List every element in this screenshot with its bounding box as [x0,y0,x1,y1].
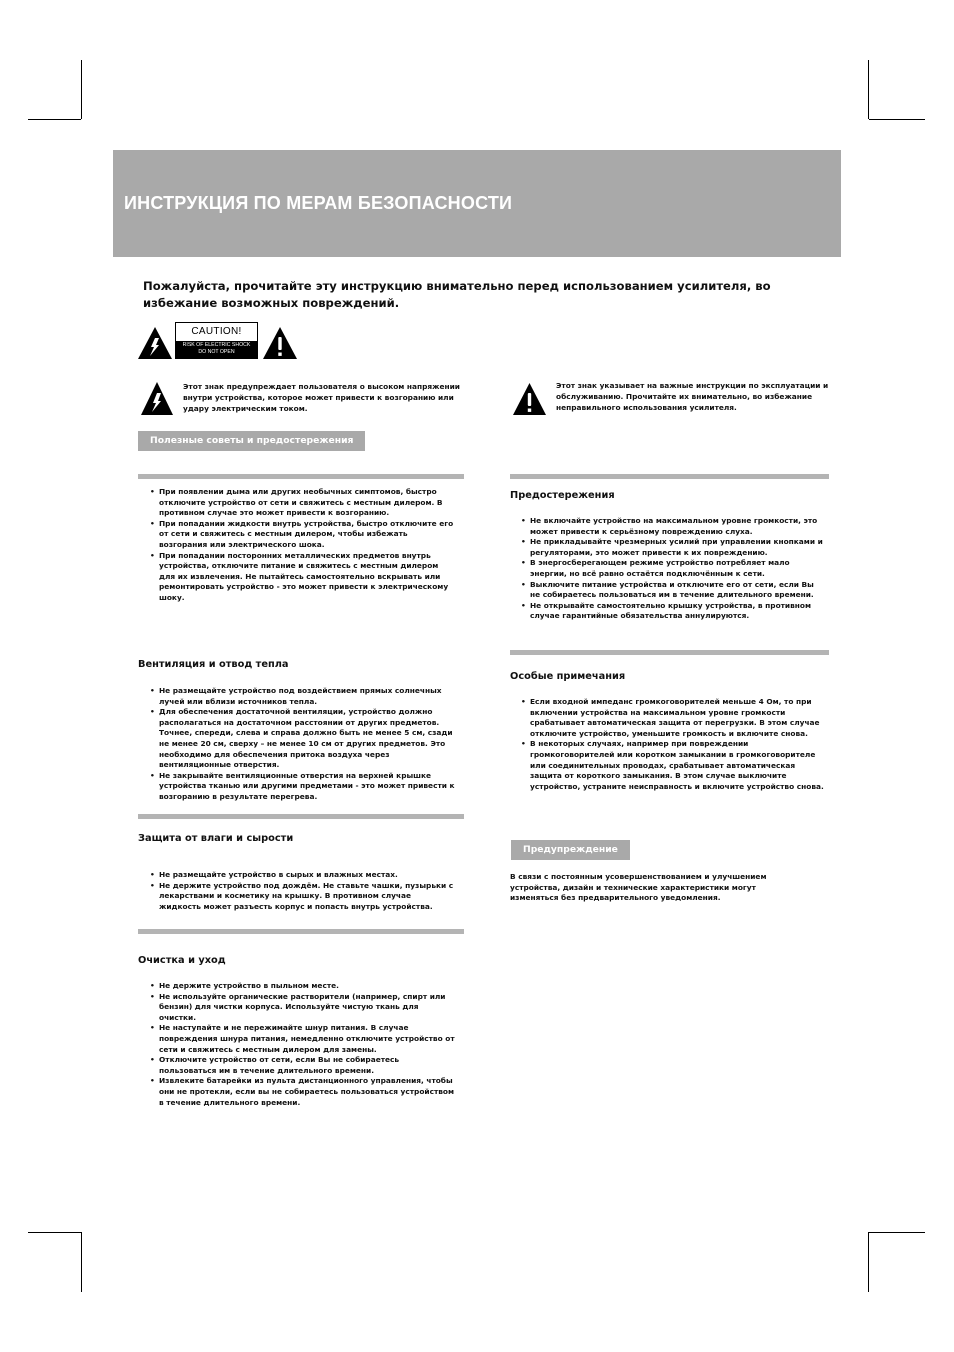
crop-mark [81,1232,82,1292]
crop-mark [869,1232,925,1233]
list-item: • При попадании жидкости внутрь устройства, быстро отключите его от сети и свяжитесь с местным дилером, чтобы избежать возгорания или электрического шока. [150,519,455,551]
list-item: • Не прикладывайте чрезмерных усилий при управлении кнопками и регуляторами, это может привести к их повреждению. [521,537,824,558]
list-item: • Отключите устройство от сети, если Вы не собираетесь пользоваться им в течение длительного времени. [150,1055,455,1076]
header-banner [113,150,841,257]
lightning-symbol-text: Этот знак предупреждает пользователя о высоком напряжении внутри устройства, которое может привести к возгоранию или удару электрическим током. [183,382,460,413]
section-rule [510,650,829,655]
precautions-list [521,516,824,622]
list-item: • Для обеспечения достаточной вентиляции, устройство должно располагаться на достаточном расстоянии от других предметов. Точнее, спереди, слева и справа должно быть не менее 5 см, сзади не менее 20 см, сверху – не менее 10 см от других предметов. Это необходимо для обеспечения притока воздуха через вентиляционные отверстия. [150,707,455,771]
section-title-ventilation: Вентиляция и отвод тепла [138,659,289,670]
warning-tag: Предупреждение [511,840,630,860]
list-item: • Выключите питание устройства и отключите его от сети, если Вы не собираетесь пользоваться им в течение длительного времени. [521,580,824,601]
list-item: • Не размещайте устройство под воздействием прямых солнечных лучей или вблизи источников тепла. [150,686,455,707]
special-list [521,697,824,792]
crop-mark [28,119,81,120]
list-item: • Не закрывайте вентиляционные отверстия на верхней крышке устройства тканью или другими предметами - это может привести к возгоранию в результате перегрева. [150,771,455,803]
list-item: • При попадании посторонних металлических предметов внутрь устройства, отключите питание и свяжитесь с местным дилером для их извлечения. Не пытайтесь самостоятельно вскрывать или ремонтировать устройство - это может привести к электрическому шоку. [150,551,455,604]
section-rule [138,929,464,934]
ventilation-list [150,686,455,803]
section-rule [510,474,829,479]
section-title-cleaning: Очистка и уход [138,955,226,966]
list-item: • Не открывайте самостоятельно крышку устройства, в противном случае гарантийные обязательства аннулируются. [521,601,824,622]
caution-title: CAUTION! [191,326,242,337]
exclamation-warning-icon [512,382,547,416]
list-item: • При появлении дыма или других необычных симптомов, быстро отключите устройство от сети и свяжитесь с местным дилером. В противном случае это может привести к возгоранию. [150,487,455,519]
crop-mark [868,60,869,119]
caution-line-1: RISK OF ELECTRIC SHOCK [182,342,251,348]
list-item: • Если входной импеданс громкоговорителей меньше 4 Ом, то при включении устройства на максимальном уровне громкости срабатывает автоматическая защита от перегрузки. В этом случае отключите устройство, уменьшите громкость и включите снова. [521,697,824,739]
list-item: • Не размещайте устройство в сырых и влажных местах. [150,870,455,881]
caution-label [175,322,258,359]
crop-mark [868,1232,869,1292]
list-item: • Не держите устройство под дождём. Не ставьте чашки, пузырьки с лекарствами и косметику на крышку. В противном случае жидкость может разъесть корпус и попасть внутрь устройства. [150,881,455,913]
lightning-warning-icon [137,326,173,360]
page-title: ИНСТРУКЦИЯ ПО МЕРАМ БЕЗОПАСНОСТИ [124,193,513,213]
section-title-special: Особые примечания [510,671,626,682]
moisture-list [150,870,455,912]
exclamation-warning-icon [262,326,298,360]
list-item: • В некоторых случаях, например при повреждении громкоговорителей или коротком замыкании в громкоговорителе или соединительных проводах, срабатывает автоматическая защита от короткого замыкания. В этом случае выключите устройство, устраните неисправность и включите устройство снова. [521,739,824,792]
list-item: • Не наступайте и не пережимайте шнур питания. В случае повреждения шнура питания, немедленно отключите устройство от сети и свяжитесь с местным дилером для замены. [150,1023,455,1055]
lightning-warning-icon [140,381,174,416]
crop-mark [869,119,925,120]
caution-subtitle [176,341,257,358]
section-title-precautions: Предостережения [510,490,615,501]
section-rule [138,814,464,819]
tips-tag: Полезные советы и предостережения [138,431,365,451]
section-rule [138,474,464,479]
crop-mark [81,60,82,119]
caution-line-2: DO NOT OPEN [198,349,235,355]
intro-text: Пожалуйста, прочитайте эту инструкцию внимательно перед использованием усилителя, во избежание возможных повреждений. [143,279,771,310]
list-item: • Извлеките батарейки из пульта дистанционного управления, чтобы они не протекли, если вы не собираетесь пользоваться устройством в течение длительного времени. [150,1076,455,1108]
crop-mark [28,1232,81,1233]
warning-text: В связи с постоянным усовершенствованием и улучшением устройства, дизайн и технические характеристики могут изменяться без предварительного уведомления. [510,872,767,903]
list-item: • Не используйте органические растворители (например, спирт или бензин) для чистки корпуса. Используйте чистую ткань для очистки. [150,992,455,1024]
general-list [150,487,455,604]
cleaning-list [150,981,455,1108]
list-item: • Не держите устройство в пыльном месте. [150,981,455,992]
section-title-moisture: Защита от влаги и сырости [138,833,294,844]
exclamation-symbol-text: Этот знак указывает на важные инструкции по эксплуатации и обслуживанию. Прочитайте их внимательно, во избежание неправильного использования усилителя. [556,381,829,412]
list-item: • Не включайте устройство на максимальном уровне громкости, это может привести к серьёзному повреждению слуха. [521,516,824,537]
list-item: • В энергосберегающем режиме устройство потребляет мало энергии, но всё равно остаётся подключённым к сети. [521,558,824,579]
